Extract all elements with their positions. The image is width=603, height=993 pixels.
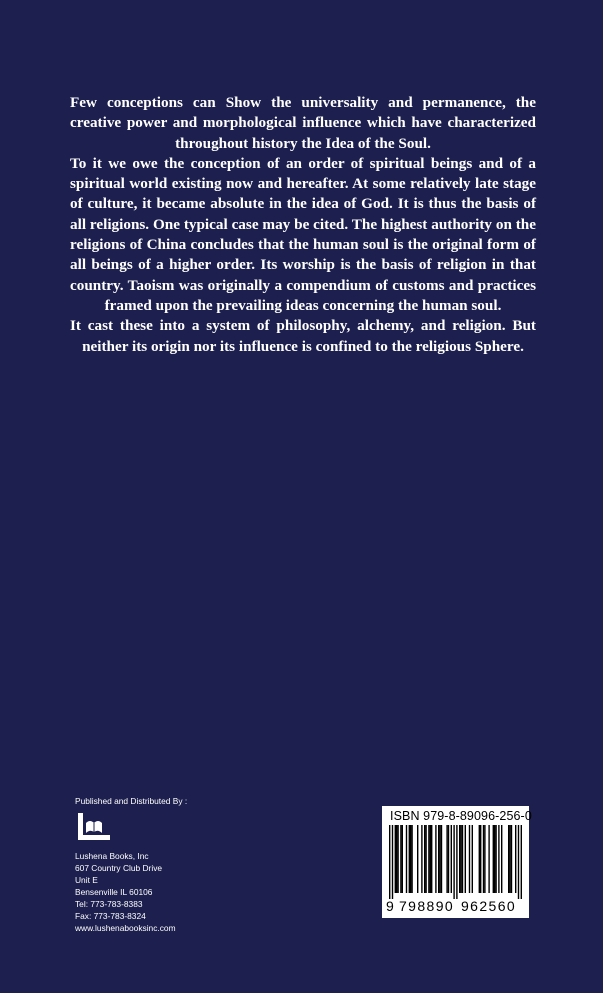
barcode-bar [521,825,522,899]
publisher-info [75,795,295,934]
barcode-bar [397,825,398,893]
barcode-bar [402,825,403,893]
barcode-bar [395,825,396,893]
barcode-bar [421,825,422,893]
publisher-address-line1: 607 Country Club Drive [75,863,163,873]
barcode-bar [479,825,480,893]
barcode-bar [469,825,470,893]
barcode-bar [446,825,447,893]
barcode-bar [483,825,484,893]
isbn-label: ISBN 979-8-89096-256-0 [390,809,532,823]
barcode-bar [438,825,439,893]
barcode-bar [498,825,499,893]
publisher-city: Bensenville IL 60106 [75,887,153,897]
publisher-heading: Published and Distributed By : [75,796,188,806]
barcode-bar [451,825,452,893]
publisher-fax: Fax: 773-783-8324 [75,911,146,921]
publisher-tel: Tel: 773-783-8383 [75,899,143,909]
barcode-bar [410,825,411,893]
isbn-barcode [382,806,532,918]
barcode-bar [428,825,429,893]
barcode-bar [465,825,466,893]
blurb-paragraph-2: To it we owe the conception of an order of spiritual beings and of a spiritual world existing now and hereafter. At some relatively late stage of culture, it became absolute in the idea of God. It is thus the basis of all religions. One typical case may be cited. The highest authority on the religions of China concludes that the human soul is the original form of all beings of a higher order. Its worship is the basis of religion in that country. Taoism was originally a compendium of customs and practices framed upon the prevailing ideas concerning the human soul. [70,154,536,314]
barcode-bar [456,825,457,899]
barcode-bar [493,825,494,893]
barcode-bar [484,825,485,893]
barcode-bar [430,825,431,893]
barcode-bar [495,825,496,893]
barcode-bar [435,825,436,893]
barcode-bar [409,825,410,893]
barcode-bar [508,825,509,893]
barcode-bar [460,825,461,893]
blurb-paragraph-1: Few conceptions can Show the universality and permanence, the creative power and morphological influence which have characterized throughout history the Idea of the Soul. [70,94,536,152]
barcode-bar [494,825,495,893]
barcode-bar [459,825,460,893]
lushena-logo-icon [77,811,111,843]
barcode-bar [425,825,426,893]
barcode-bar [431,825,432,893]
barcode-bar [462,825,463,893]
barcode-bar [501,825,502,893]
publisher-website: www.lushenabooksinc.com [75,923,176,933]
barcode-digit-group-1: 798890 [399,898,455,914]
barcode-bar [424,825,425,893]
barcode-bar [396,825,397,893]
barcode-bar [417,825,418,893]
blurb-paragraph-3: It cast these into a system of philosophy, alchemy, and religion. But neither its origin nor its influence is confined to the religious Sphere. [70,317,536,355]
publisher-address-line2: Unit E [75,875,98,885]
barcode-digit-lead: 9 [386,898,394,914]
barcode-bar [480,825,481,893]
barcode-bar [448,825,449,893]
barcode-bar [441,825,442,893]
barcode-bar [509,825,510,893]
barcode-bar [439,825,440,893]
barcode-bar [488,825,489,893]
barcode-bar [400,825,401,893]
barcode-bar [511,825,512,893]
barcode-bar [406,825,407,893]
barcode-bar [518,825,519,899]
publisher-name: Lushena Books, Inc [75,851,149,861]
barcode-bar [411,825,412,893]
back-cover-blurb [70,93,536,357]
barcode-bar [472,825,473,893]
barcode-digit-group-2: 962560 [461,898,517,914]
barcode-bar [389,825,390,899]
barcode-bars [389,825,522,899]
barcode-bar [392,825,393,899]
barcode-bar [453,825,454,899]
barcode-bar [515,825,516,893]
